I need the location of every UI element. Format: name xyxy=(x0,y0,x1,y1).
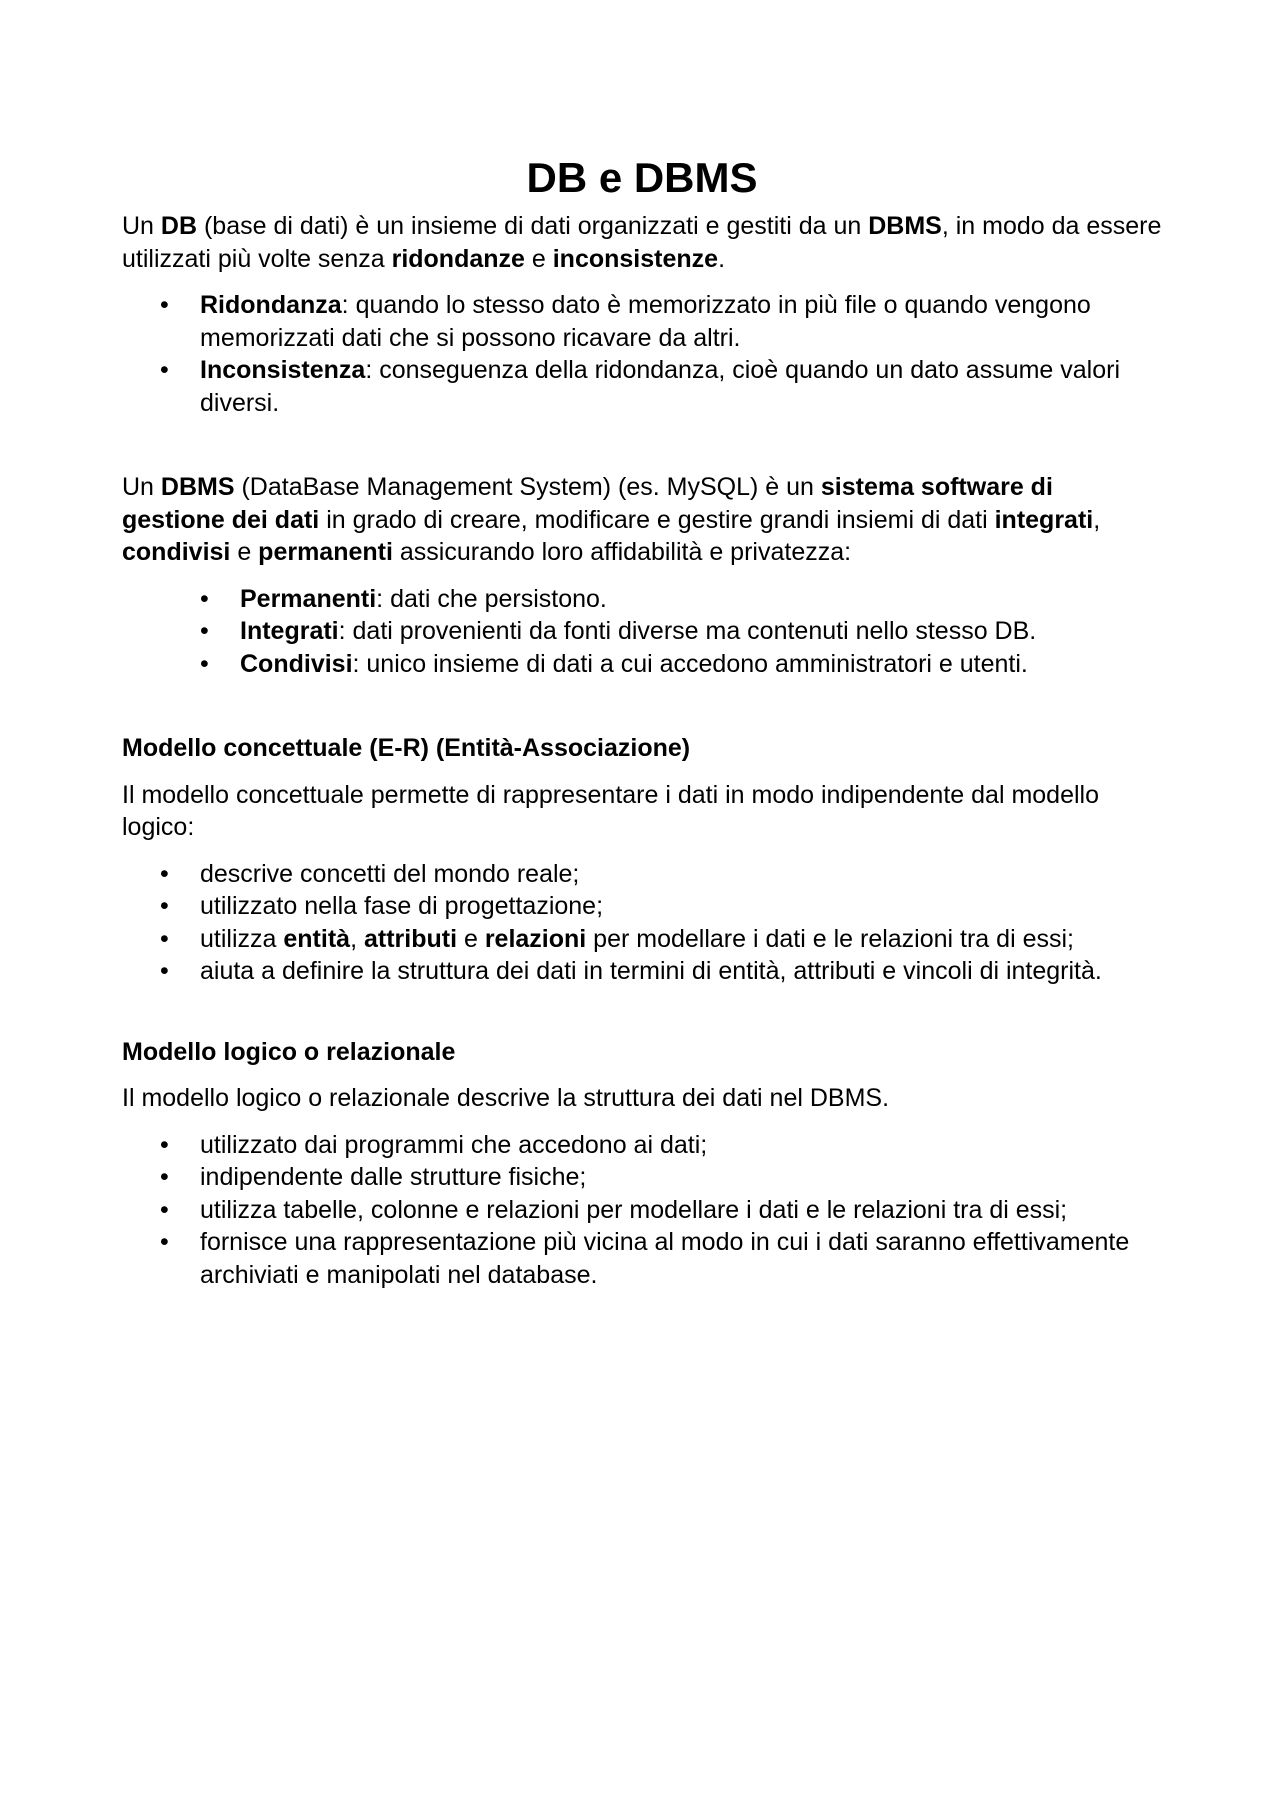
list-item: • utilizza tabelle, colonne e relazioni per modellare i dati e le relazioni tra di essi; xyxy=(122,1194,1162,1227)
page-title: DB e DBMS xyxy=(526,154,758,201)
bullet-icon: • xyxy=(200,617,209,645)
list-item: • utilizzato nella fase di progettazione; xyxy=(122,890,1162,923)
bullet-icon: • xyxy=(160,957,169,985)
bullet-icon: • xyxy=(160,859,169,888)
bullet-icon: • xyxy=(200,584,209,613)
list-item: • utilizzato dai programmi che accedono ai dati; xyxy=(122,1129,1162,1162)
list-item: • descrive concetti del mondo reale; xyxy=(122,858,1162,891)
bullet-icon: • xyxy=(160,892,169,920)
document-page xyxy=(122,150,1162,1291)
bullet-icon: • xyxy=(160,1130,169,1159)
intro-list xyxy=(122,289,1162,419)
conceptual-heading: Modello concettuale (E-R) (Entità-Associazione) xyxy=(122,734,691,762)
logical-list xyxy=(122,1129,1162,1292)
list-item: • indipendente dalle strutture fisiche; xyxy=(122,1161,1162,1194)
list-item: • Condivisi: unico insieme di dati a cui accedono amministratori e utenti. xyxy=(122,648,1162,681)
logical-heading: Modello logico o relazionale xyxy=(122,1037,456,1066)
list-item: • fornisce una rappresentazione più vicina al modo in cui i dati saranno effettivamente archiviati e manipolati nel database. xyxy=(160,1228,1130,1289)
list-item: • aiuta a definire la struttura dei dati in termini di entità, attributi e vincoli di integrità. xyxy=(122,955,1162,988)
bullet-icon: • xyxy=(160,1163,169,1191)
list-item: • Integrati: dati provenienti da fonti diverse ma contenuti nello stesso DB. xyxy=(122,615,1162,648)
logical-intro: Il modello logico o relazionale descrive la struttura dei dati nel DBMS. xyxy=(122,1084,890,1112)
bullet-icon: • xyxy=(200,649,209,678)
conceptual-list xyxy=(122,858,1162,988)
bullet-icon: • xyxy=(160,1195,169,1224)
list-item: • Permanenti: dati che persistono. xyxy=(122,583,1162,616)
bullet-icon: • xyxy=(160,924,169,953)
intro-paragraph: Un DB (base di dati) è un insieme di dati organizzati e gestiti da un DBMS, in modo da essere utilizzati più volte senza ridondanze e inconsistenze. xyxy=(122,212,1162,273)
conceptual-intro: Il modello concettuale permette di rappresentare i dati in modo indipendente dal modello logico: xyxy=(122,780,1099,841)
dbms-paragraph: Un DBMS (DataBase Management System) (es. MySQL) è un sistema software di gestione dei dati in grado di creare, modificare e gestire grandi insiemi di dati integrati, condivisi e permanenti assicurando loro affidabilità e privatezza: xyxy=(122,473,1101,566)
list-item: • Inconsistenza: conseguenza della ridondanza, cioè quando un dato assume valori diversi. xyxy=(160,356,1121,417)
bullet-icon: • xyxy=(160,1228,169,1256)
list-item: • utilizza entità, attributi e relazioni per modellare i dati e le relazioni tra di essi; xyxy=(122,923,1162,956)
bullet-icon: • xyxy=(160,291,169,319)
list-item: • Ridondanza: quando lo stesso dato è memorizzato in più file o quando vengono memorizzati dati che si possono ricavare da altri. xyxy=(160,291,1091,352)
bullet-icon: • xyxy=(160,356,169,384)
dbms-list xyxy=(122,583,1162,681)
